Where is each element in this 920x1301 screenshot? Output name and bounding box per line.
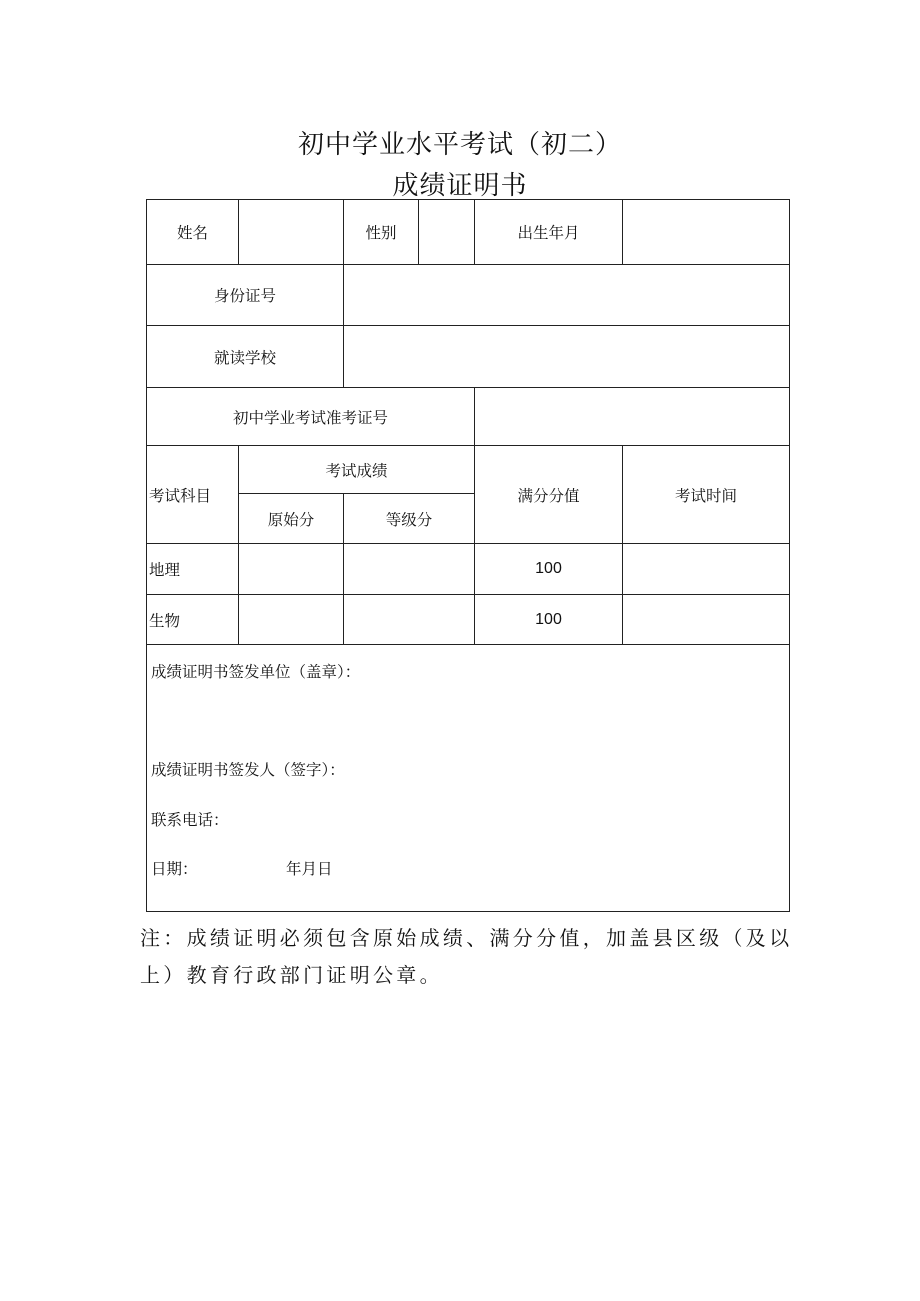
footnote: 注：成绩证明必须包含原始成绩、满分分值，加盖县区级（及以上）教育行政部门证明公章。 bbox=[140, 926, 793, 987]
gender-label: 性别 bbox=[344, 200, 419, 265]
score-header-row bbox=[147, 446, 790, 494]
grade-score-cell[interactable] bbox=[344, 595, 475, 645]
raw-score-cell[interactable] bbox=[239, 595, 344, 645]
phone-label: 联系电话： bbox=[151, 811, 229, 829]
raw-score-cell[interactable] bbox=[239, 544, 344, 595]
table-row bbox=[147, 544, 790, 595]
exam-time-cell[interactable] bbox=[623, 544, 790, 595]
school-field[interactable] bbox=[344, 326, 790, 388]
full-score-cell: 100 bbox=[475, 544, 623, 595]
document-subtitle: 成绩证明书 bbox=[392, 171, 528, 201]
birth-field[interactable] bbox=[623, 200, 790, 265]
basic-info-row bbox=[147, 200, 790, 265]
issuer-person-label: 成绩证明书签发人（签字）： bbox=[151, 761, 345, 779]
exam-number-row bbox=[147, 388, 790, 446]
name-label: 姓名 bbox=[147, 200, 239, 265]
exam-time-header: 考试时间 bbox=[623, 446, 790, 544]
table-row bbox=[147, 595, 790, 645]
id-row bbox=[147, 265, 790, 326]
school-label: 就读学校 bbox=[147, 326, 344, 388]
issuer-section bbox=[147, 645, 790, 912]
full-score-header: 满分分值 bbox=[475, 446, 623, 544]
id-label: 身份证号 bbox=[147, 265, 344, 326]
subject-header: 考试科目 bbox=[147, 446, 239, 544]
raw-score-header: 原始分 bbox=[239, 494, 344, 544]
birth-label: 出生年月 bbox=[475, 200, 623, 265]
date-suffix: 年月日 bbox=[286, 860, 333, 878]
grade-score-header: 等级分 bbox=[344, 494, 475, 544]
subject-cell: 生物 bbox=[147, 595, 239, 645]
school-row bbox=[147, 326, 790, 388]
full-score-cell: 100 bbox=[475, 595, 623, 645]
grade-score-cell[interactable] bbox=[344, 544, 475, 595]
issuer-unit-label: 成绩证明书签发单位（盖章）： bbox=[151, 663, 361, 681]
certificate-form-table bbox=[146, 199, 790, 912]
exam-time-cell[interactable] bbox=[623, 595, 790, 645]
footer-row bbox=[147, 645, 790, 912]
date-label: 日期： bbox=[151, 860, 198, 878]
score-header: 考试成绩 bbox=[239, 446, 475, 494]
subject-cell: 地理 bbox=[147, 544, 239, 595]
name-field[interactable] bbox=[239, 200, 344, 265]
gender-field[interactable] bbox=[419, 200, 475, 265]
id-field[interactable] bbox=[344, 265, 790, 326]
exam-number-field[interactable] bbox=[475, 388, 790, 446]
document-title: 初中学业水平考试（初二） bbox=[297, 130, 622, 160]
exam-number-label: 初中学业考试准考证号 bbox=[147, 388, 475, 446]
